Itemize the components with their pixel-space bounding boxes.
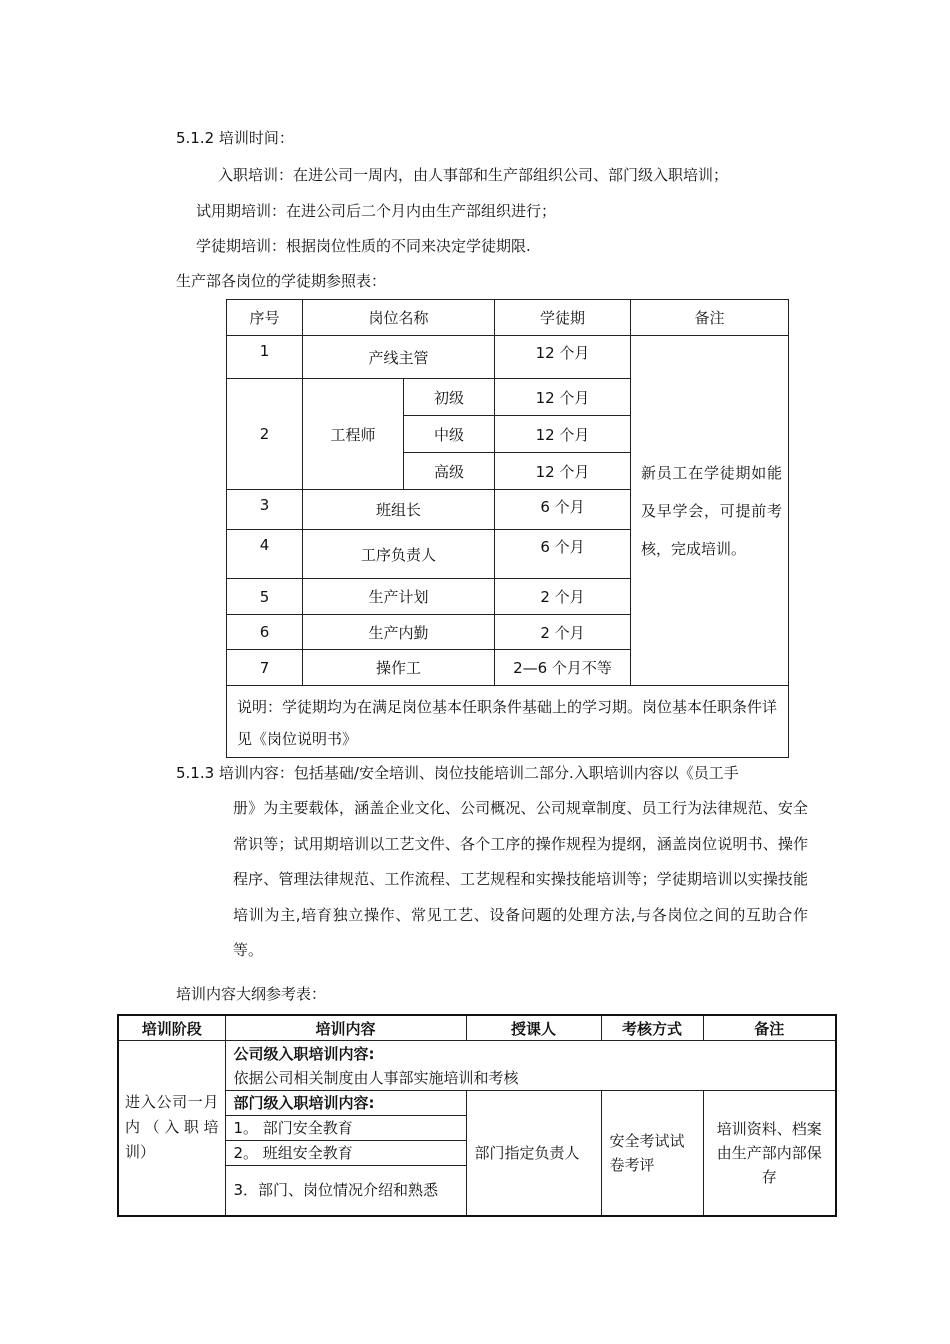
explanation-row [227, 686, 789, 758]
row-level: 初级 [404, 379, 495, 416]
row-position: 生产内勤 [303, 615, 495, 650]
row-position: 班组长 [303, 490, 495, 530]
row-no: 4 [227, 530, 303, 579]
table-row [118, 1041, 836, 1091]
header-no: 序号 [227, 300, 303, 336]
row-period: 12 个月 [495, 416, 631, 453]
company-level-cell [225, 1041, 836, 1091]
row-level: 中级 [404, 416, 495, 453]
header-instructor: 授课人 [466, 1015, 601, 1041]
dept-level-title: 部门级入职培训内容: [225, 1091, 466, 1116]
stage-cell: 进入公司一月内（入职培训） [118, 1041, 225, 1216]
row-no: 2 [227, 379, 303, 490]
dept-item: 2。 班组安全教育 [225, 1141, 466, 1166]
dept-item: 1。 部门安全教育 [225, 1116, 466, 1141]
header-remark: 备注 [703, 1015, 836, 1041]
line-apprentice: 学徒期培训：根据岗位性质的不同来决定学徒期限. [196, 237, 531, 255]
row-period: 6 个月 [495, 530, 631, 579]
header-position: 岗位名称 [303, 300, 495, 336]
header-assessment: 考核方式 [601, 1015, 703, 1041]
row-position: 操作工 [303, 650, 495, 686]
company-level-title: 公司级入职培训内容: [233, 1044, 375, 1063]
table-row [118, 1091, 836, 1116]
row-no: 3 [227, 490, 303, 530]
row-level: 高级 [404, 453, 495, 490]
row-no: 6 [227, 615, 303, 650]
row-period: 12 个月 [495, 336, 631, 379]
table-row [227, 336, 789, 379]
section-512-heading: 5.1.2 培训时间： [176, 129, 294, 147]
row-period: 2 个月 [495, 579, 631, 615]
header-period: 学徒期 [495, 300, 631, 336]
line-probation: 试用期培训：在进公司后二个月内由生产部组织进行； [196, 202, 557, 220]
company-level-desc: 依据公司相关制度由人事部实施培训和考核 [233, 1068, 519, 1087]
table-header-row [118, 1015, 836, 1041]
row-period: 6 个月 [495, 490, 631, 530]
remark-cell: 新员工在学徒期如能及早学会，可提前考核，完成培训。 [631, 336, 789, 686]
outline-table-caption: 培训内容大纲参考表： [176, 985, 327, 1003]
assessment-cell: 安全考试试卷考评 [601, 1091, 703, 1216]
line-onboarding: 入职培训：在进公司一周内，由人事部和生产部组织公司、部门级入职培训； [218, 166, 729, 184]
header-stage: 培训阶段 [118, 1015, 225, 1041]
header-content: 培训内容 [225, 1015, 466, 1041]
outline-table [117, 1014, 837, 1217]
row-period: 12 个月 [495, 453, 631, 490]
dept-item: 3．部门、岗位情况介绍和熟悉 [225, 1166, 466, 1216]
explanation-text: 说明：学徒期均为在满足岗位基本任职条件基础上的学习期。岗位基本任职条件详见《岗位说明书》 [227, 686, 789, 758]
row-position: 工程师 [303, 379, 404, 490]
row-period: 2—6 个月不等 [495, 650, 631, 686]
section-513-body: 册》为主要载体，涵盖企业文化、公司概况、公司规章制度、员工行为法律规范、安全常识等；试用期培训以工艺文件、各个工序的操作规程为提纲，涵盖岗位说明书、操作程序、管理法律规范、工作流程、工艺规程和实操技能培训等；学徒期培训以实操技能培训为主,培育独立操作、常见工艺、设备问题的处理方法,与各岗位之间的互助合作等。 [233, 799, 808, 959]
row-position: 产线主管 [303, 336, 495, 379]
row-no: 7 [227, 650, 303, 686]
row-position: 生产计划 [303, 579, 495, 615]
row-position: 工序负责人 [303, 530, 495, 579]
table-header-row [227, 300, 789, 336]
row-no: 5 [227, 579, 303, 615]
section-513-heading: 5.1.3 培训内容：包括基础/安全培训、岗位技能培训二部分.入职培训内容以《员工手 [176, 764, 739, 782]
apprentice-table [226, 299, 789, 758]
remark-cell: 培训资料、档案由生产部内部保存 [703, 1091, 836, 1216]
apprentice-table-caption: 生产部各岗位的学徒期参照表： [176, 272, 387, 290]
row-no: 1 [227, 336, 303, 379]
row-period: 12 个月 [495, 379, 631, 416]
row-period: 2 个月 [495, 615, 631, 650]
instructor-cell: 部门指定负责人 [466, 1091, 601, 1216]
header-remark: 备注 [631, 300, 789, 336]
